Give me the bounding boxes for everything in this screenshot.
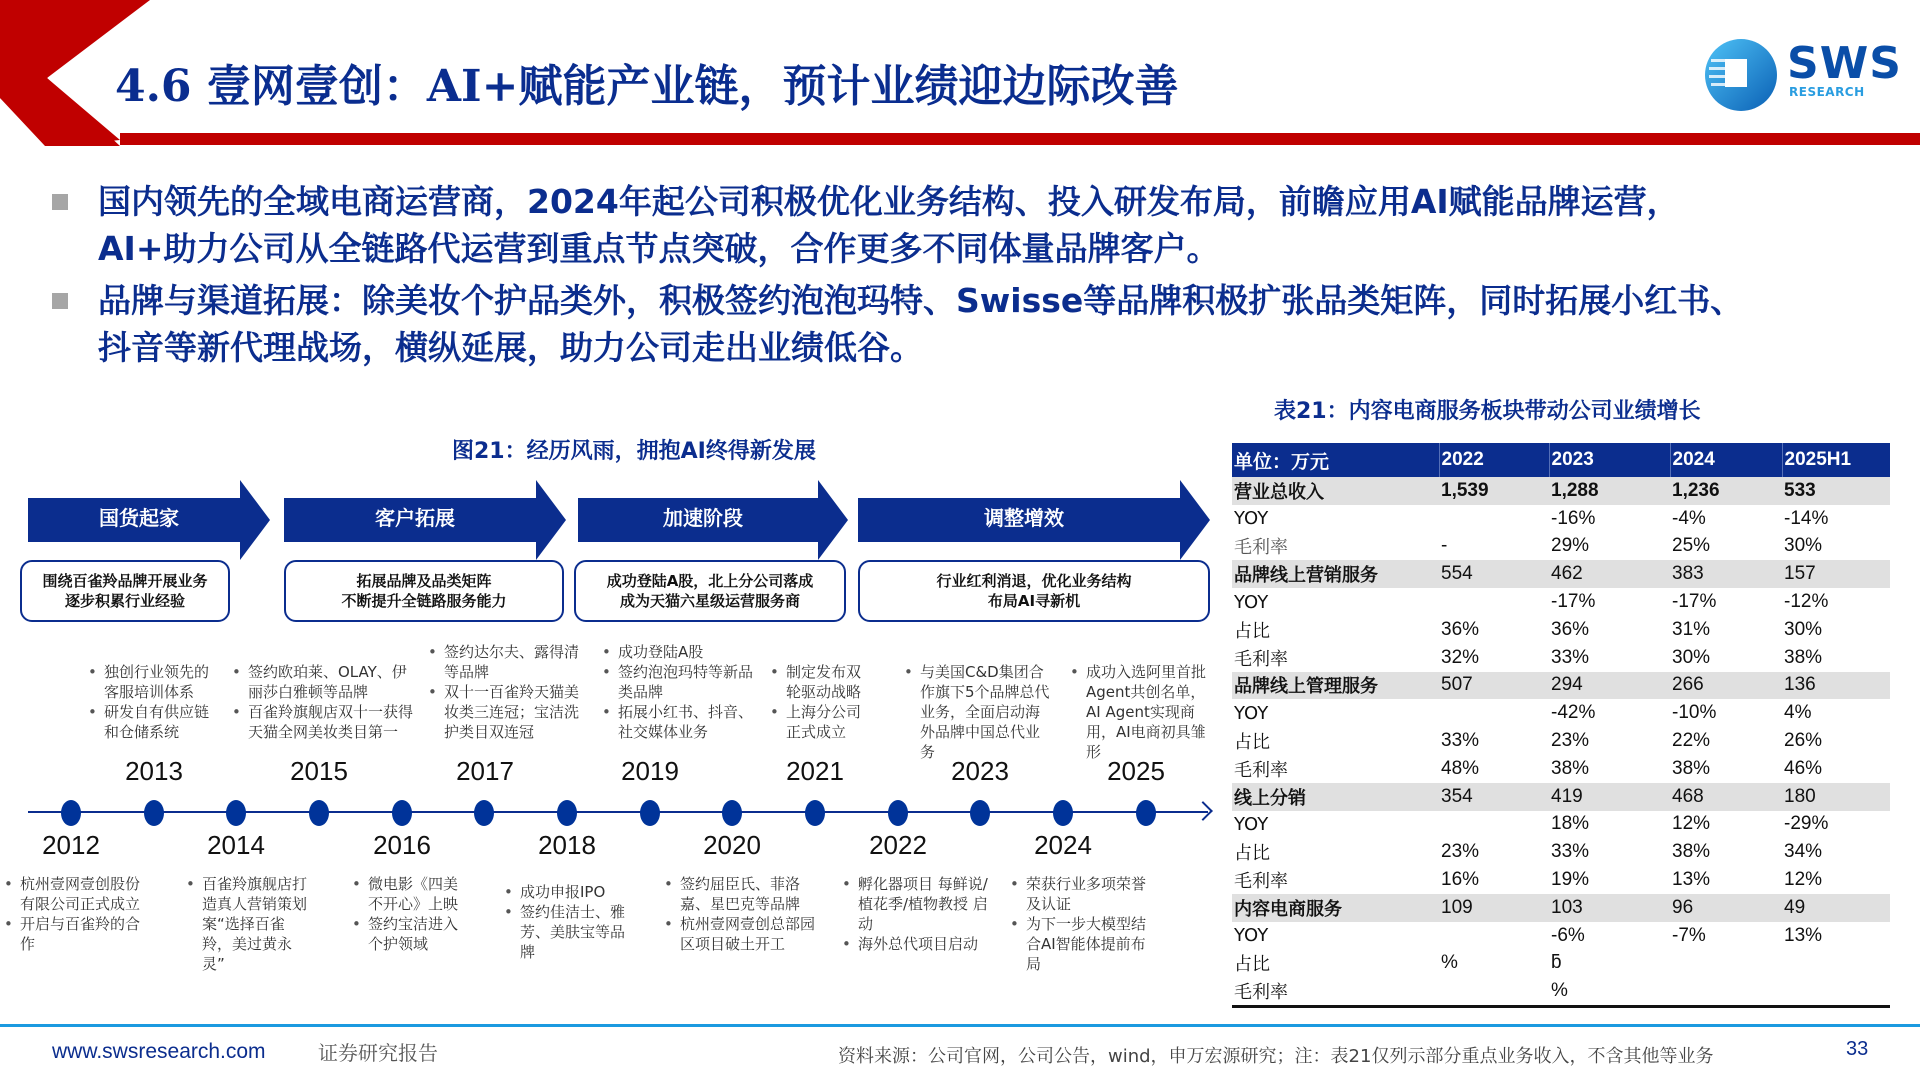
row-label: YOY xyxy=(1234,591,1269,613)
event-item: • 开启与百雀羚的合作 xyxy=(4,914,154,954)
event-item: • 双十一百雀羚天猫美妆类三连冠；宝洁洗护类目双连冠 xyxy=(428,682,588,742)
timeline-event-2016 xyxy=(352,874,462,954)
stage-desc-line: 逐步积累行业经验 xyxy=(64,592,185,610)
table-cell: 354 xyxy=(1439,783,1549,811)
event-item: • 成功登陆A股 xyxy=(602,642,754,662)
timeline-event-2014 xyxy=(186,874,308,974)
row-label: 占比 xyxy=(1234,732,1270,754)
table-cell: -42% xyxy=(1551,702,1596,724)
timeline-event-2025 xyxy=(1070,662,1220,762)
row-label: 占比 xyxy=(1234,954,1270,976)
table-row xyxy=(1232,838,1890,866)
event-item: • 独创行业领先的客服培训体系 xyxy=(88,662,218,702)
stage-desc-box-1 xyxy=(20,560,230,622)
timeline-node xyxy=(722,800,742,826)
event-item: • 上海分公司正式成立 xyxy=(770,702,866,742)
bullet-2-line-1: 品牌与渠道拓展：除美妆个护品类外，积极签约泡泡玛特、Swisse等品牌积极扩张品类矩阵，同时拓展小红书、 xyxy=(98,281,1744,320)
table-cell: 33% xyxy=(1551,841,1590,863)
bullet-1-line-2: AI+助力公司从全链路代运营到重点节点突破，合作更多不同体量品牌客户。 xyxy=(98,229,1220,268)
table-row xyxy=(1232,533,1890,561)
logo-subtext: RESEARCH xyxy=(1789,85,1865,99)
col-header-unit: 单位：万元 xyxy=(1232,443,1439,477)
table-row xyxy=(1232,922,1890,950)
event-item: • 海外总代项目启动 xyxy=(842,934,992,954)
table-cell: 33% xyxy=(1551,646,1590,668)
table-cell xyxy=(1439,505,1549,533)
timeline-event-2012 xyxy=(4,874,154,954)
timeline-node xyxy=(1053,800,1073,826)
timeline-event-2015 xyxy=(232,662,418,742)
timeline-event-2023 xyxy=(904,662,1054,762)
table-cell: 30% xyxy=(1784,618,1823,640)
table-cell: 507 xyxy=(1439,672,1549,700)
table-cell: 38% xyxy=(1672,757,1711,779)
table-header-row xyxy=(1232,443,1890,477)
stage-arrow-2 xyxy=(284,480,566,560)
table-row xyxy=(1232,672,1890,700)
event-item: • 杭州壹网壹创总部园区项目破土开工 xyxy=(664,914,824,954)
event-item: • 签约佳洁士、雅芳、美肤宝等品牌 xyxy=(504,902,638,962)
bullet-square-icon xyxy=(52,293,68,309)
performance-table xyxy=(1232,443,1890,1008)
table-row xyxy=(1232,894,1890,922)
row-label: 占比 xyxy=(1234,843,1270,865)
table-cell: 13% xyxy=(1784,924,1823,946)
col-header-2022: 2022 xyxy=(1439,443,1549,477)
stage-arrow-1 xyxy=(28,480,270,560)
table-cell: 1,288 xyxy=(1549,477,1670,505)
event-item: • 成功入选阿里首批Agent共创名单，AI Agent实现商用，AI电商初具雏形 xyxy=(1070,662,1220,762)
timeline-event-2018 xyxy=(504,882,638,962)
col-header-2023: 2023 xyxy=(1549,443,1670,477)
table-cell xyxy=(1439,699,1549,727)
timeline-node xyxy=(888,800,908,826)
table-cell: 36% xyxy=(1441,618,1480,640)
timeline-node xyxy=(226,800,246,826)
table-cell: 32% xyxy=(1441,646,1480,668)
year-label: 2025 xyxy=(1107,756,1165,786)
timeline-event-2013 xyxy=(88,662,218,742)
event-item: • 荣获行业多项荣誉及认证 xyxy=(1010,874,1160,914)
stage-arrow-3 xyxy=(578,480,848,560)
table-cell: 33% xyxy=(1441,730,1480,752)
year-label: 2020 xyxy=(703,830,761,860)
row-label: 占比 xyxy=(1234,620,1270,642)
year-label: 2019 xyxy=(621,756,679,786)
table-cell: 136 xyxy=(1782,672,1890,700)
row-label: 内容电商服务 xyxy=(1232,894,1439,922)
table-cell: % xyxy=(1441,952,1458,974)
table-cell: 31% xyxy=(1672,618,1711,640)
table-cell: -7% xyxy=(1672,924,1706,946)
table-cell: -12% xyxy=(1784,591,1829,613)
table-cell: -29% xyxy=(1784,813,1829,835)
table-cell: 34% xyxy=(1784,841,1823,863)
event-item: • 签约屈臣氏、菲洛嘉、星巴克等品牌 xyxy=(664,874,824,914)
table-cell: -14% xyxy=(1784,507,1829,529)
table-cell: 109 xyxy=(1439,894,1549,922)
table-row xyxy=(1232,950,1890,978)
footer-source-note: 资料来源：公司官网，公司公告，wind，申万宏源研究；注：表21仅列示部分重点业务收入，不含其他等业务 xyxy=(838,1046,1714,1067)
event-item: • 为下一步大模型结合AI智能体提前布局 xyxy=(1010,914,1160,974)
event-item: • 孵化器项目 每鲜说/植花季/植物教授 启动 xyxy=(842,874,992,934)
table-cell: 19% xyxy=(1551,869,1590,891)
table-cell: -10% xyxy=(1672,702,1717,724)
event-item: • 制定发布双轮驱动战略 xyxy=(770,662,866,702)
table-row xyxy=(1232,644,1890,672)
timeline-arrow-icon xyxy=(1193,801,1213,821)
table-cell: 96 xyxy=(1670,894,1782,922)
table-cell: 12% xyxy=(1784,869,1823,891)
row-label: 品牌线上营销服务 xyxy=(1232,560,1439,588)
year-label: 2023 xyxy=(951,756,1009,786)
stage-label: 调整增效 xyxy=(984,506,1064,530)
timeline-event-2020 xyxy=(664,874,824,954)
bullet-square-icon xyxy=(52,194,68,210)
year-label: 2017 xyxy=(456,756,514,786)
table-row xyxy=(1232,699,1890,727)
table-row xyxy=(1232,866,1890,894)
timeline-node xyxy=(557,800,577,826)
timeline-node xyxy=(1136,800,1156,826)
table-cell: 383 xyxy=(1670,560,1782,588)
table-cell: 294 xyxy=(1549,672,1670,700)
table-cell: 38% xyxy=(1672,841,1711,863)
table-cell: 12% xyxy=(1672,813,1711,835)
table-cell: 29% xyxy=(1551,535,1590,557)
timeline-axis xyxy=(28,811,1208,813)
stage-desc-line: 成功登陆A股，北上分公司落成 xyxy=(606,572,814,590)
table-cell: 554 xyxy=(1439,560,1549,588)
event-item: • 微电影《四美不开心》上映 xyxy=(352,874,462,914)
year-label: 2022 xyxy=(869,830,927,860)
row-label: 营业总收入 xyxy=(1232,477,1439,505)
row-label: 毛利率 xyxy=(1234,871,1288,893)
row-label: 毛利率 xyxy=(1234,537,1288,559)
year-label: 2015 xyxy=(290,756,348,786)
page-number: 33 xyxy=(1846,1038,1869,1060)
table-row xyxy=(1232,727,1890,755)
event-item: • 签约达尔夫、露得清等品牌 xyxy=(428,642,588,682)
table-row xyxy=(1232,588,1890,616)
table-cell xyxy=(1439,922,1549,950)
table-row xyxy=(1232,811,1890,839)
table-cell: -6% xyxy=(1551,924,1585,946)
table-row xyxy=(1232,783,1890,811)
year-label: 2012 xyxy=(42,830,100,860)
row-label: YOY xyxy=(1234,702,1269,724)
timeline-event-2019 xyxy=(602,642,754,742)
table-row xyxy=(1232,977,1890,1006)
table-row xyxy=(1232,616,1890,644)
year-label: 2018 xyxy=(538,830,596,860)
event-item: • 与美国C&D集团合作旗下5个品牌总代业务，全面启动海外品牌中国总代业务 xyxy=(904,662,1054,762)
table-cell xyxy=(1439,977,1549,1006)
stage-desc-line: 不断提升全链路服务能力 xyxy=(341,592,507,610)
stage-desc-line: 布局AI寻新机 xyxy=(987,592,1081,610)
col-header-2025h1: 2025H1 xyxy=(1782,443,1890,477)
table-cell: -4% xyxy=(1672,507,1706,529)
timeline-event-2021 xyxy=(770,662,866,742)
timeline-node xyxy=(474,800,494,826)
table-cell: 36% xyxy=(1551,618,1590,640)
stage-desc-line: 拓展品牌及品类矩阵 xyxy=(356,572,492,590)
event-item: • 研发自有供应链和仓储系统 xyxy=(88,702,218,742)
timeline-event-2022 xyxy=(842,874,992,954)
table-cell: - xyxy=(1441,535,1448,557)
table-row xyxy=(1232,560,1890,588)
table-cell: 49 xyxy=(1782,894,1890,922)
table-cell: 38% xyxy=(1551,757,1590,779)
stage-desc-box-4 xyxy=(858,560,1210,622)
table-cell: % xyxy=(1549,977,1670,1006)
table-cell: 1,236 xyxy=(1670,477,1782,505)
stage-desc-box-3 xyxy=(574,560,846,622)
row-label: 毛利率 xyxy=(1234,648,1288,670)
row-label: 毛利率 xyxy=(1232,977,1439,1006)
table-cell: 38% xyxy=(1784,646,1823,668)
col-header-2024: 2024 xyxy=(1670,443,1782,477)
timeline-event-2024 xyxy=(1010,874,1160,974)
event-item: • 成功申报IPO xyxy=(504,882,638,902)
table-cell: 18% xyxy=(1551,813,1590,835)
table-row xyxy=(1232,477,1890,505)
timeline-node xyxy=(640,800,660,826)
stage-arrow-4 xyxy=(858,480,1210,560)
table-cell xyxy=(1782,950,1890,978)
timeline-node xyxy=(805,800,825,826)
event-item: • 拓展小红书、抖音、社交媒体业务 xyxy=(602,702,754,742)
table-row xyxy=(1232,505,1890,533)
figure-title: 图21：经历风雨，拥抱AI终得新发展 xyxy=(452,439,816,464)
table-cell: 46% xyxy=(1784,757,1823,779)
sws-logo-icon xyxy=(1703,37,1779,113)
page-title: 4.6 壹网壹创：AI+赋能产业链，预计业绩迎边际改善 xyxy=(115,61,1179,112)
event-item: • 签约泡泡玛特等新品类品牌 xyxy=(602,662,754,702)
table-cell: 30% xyxy=(1672,646,1711,668)
year-label: 2021 xyxy=(786,756,844,786)
year-label: 2013 xyxy=(125,756,183,786)
table-cell: 25% xyxy=(1672,535,1711,557)
stage-label: 国货起家 xyxy=(99,506,179,530)
stage-label: 客户拓展 xyxy=(375,506,455,530)
footer-report-label: 证券研究报告 xyxy=(318,1041,438,1065)
table-row xyxy=(1232,755,1890,783)
row-label: YOY xyxy=(1234,813,1269,835)
table-cell: 30% xyxy=(1784,535,1823,557)
bullet-1-line-1: 国内领先的全域电商运营商，2024年起公司积极优化业务结构、投入研发布局，前瞻应用AI赋能品牌运营， xyxy=(98,182,1680,221)
timeline-node xyxy=(309,800,329,826)
timeline-node xyxy=(392,800,412,826)
table-cell: -17% xyxy=(1672,591,1717,613)
table-cell: 26% xyxy=(1784,730,1823,752)
timeline-node xyxy=(970,800,990,826)
table-title: 表21：内容电商服务板块带动公司业绩增长 xyxy=(1274,399,1701,424)
stage-desc-line: 成为天猫六星级运营服务商 xyxy=(619,592,800,610)
timeline-node xyxy=(61,800,81,826)
table-cell: -17% xyxy=(1551,591,1596,613)
table-cell: 180 xyxy=(1782,783,1890,811)
year-label: 2014 xyxy=(207,830,265,860)
event-item: • 百雀羚旗舰店打造真人营销策划案“选择百雀羚，美过黄永灵” xyxy=(186,874,308,974)
table-cell: -16% xyxy=(1551,507,1596,529)
stage-desc-box-2 xyxy=(284,560,564,622)
stage-label: 加速阶段 xyxy=(663,506,743,530)
row-label: YOY xyxy=(1234,925,1269,947)
table-cell xyxy=(1439,811,1549,839)
table-cell: 266 xyxy=(1670,672,1782,700)
table-cell xyxy=(1782,977,1890,1006)
table-cell: 419 xyxy=(1549,783,1670,811)
event-item: • 百雀羚旗舰店双十一获得天猫全网美妆类目第一 xyxy=(232,702,418,742)
table-cell: 23% xyxy=(1441,841,1480,863)
table-cell: 157 xyxy=(1782,560,1890,588)
table-cell: 23% xyxy=(1551,730,1590,752)
event-item: • 签约宝洁进入个护领域 xyxy=(352,914,462,954)
table-cell xyxy=(1670,950,1782,978)
table-cell: 462 xyxy=(1549,560,1670,588)
timeline-node xyxy=(144,800,164,826)
year-label: 2024 xyxy=(1034,830,1092,860)
year-label: 2016 xyxy=(373,830,431,860)
row-label: 品牌线上管理服务 xyxy=(1232,672,1439,700)
event-item: • 杭州壹网壹创股份有限公司正式成立 xyxy=(4,874,154,914)
table-cell: ƃ xyxy=(1551,952,1562,974)
stage-desc-line: 围绕百雀羚品牌开展业务 xyxy=(42,572,208,590)
row-label: YOY xyxy=(1234,508,1269,530)
event-item: • 签约欧珀莱、OLAY、伊丽莎白雅顿等品牌 xyxy=(232,662,418,702)
timeline-event-2017 xyxy=(428,642,588,742)
table-cell: 48% xyxy=(1441,757,1480,779)
table-cell: 533 xyxy=(1782,477,1890,505)
footer-divider xyxy=(0,1024,1920,1027)
table-cell: 468 xyxy=(1670,783,1782,811)
row-label: 线上分销 xyxy=(1232,783,1439,811)
table-cell xyxy=(1670,977,1782,1006)
footer-url-link[interactable]: www.swsresearch.com xyxy=(52,1040,266,1063)
row-label: 毛利率 xyxy=(1234,759,1288,781)
table-cell: 103 xyxy=(1549,894,1670,922)
table-cell xyxy=(1439,588,1549,616)
bullet-2-line-2: 抖音等新代理战场，横纵延展，助力公司走出业绩低谷。 xyxy=(98,328,923,367)
stage-desc-line: 行业红利消退，优化业务结构 xyxy=(936,572,1132,590)
table-cell: 1,539 xyxy=(1439,477,1549,505)
table-cell: 13% xyxy=(1672,869,1711,891)
logo-text: SWS xyxy=(1787,38,1902,89)
table-cell: 22% xyxy=(1672,730,1711,752)
header-red-bar xyxy=(120,133,1920,145)
table-cell: 16% xyxy=(1441,869,1480,891)
table-cell: 4% xyxy=(1784,702,1812,724)
